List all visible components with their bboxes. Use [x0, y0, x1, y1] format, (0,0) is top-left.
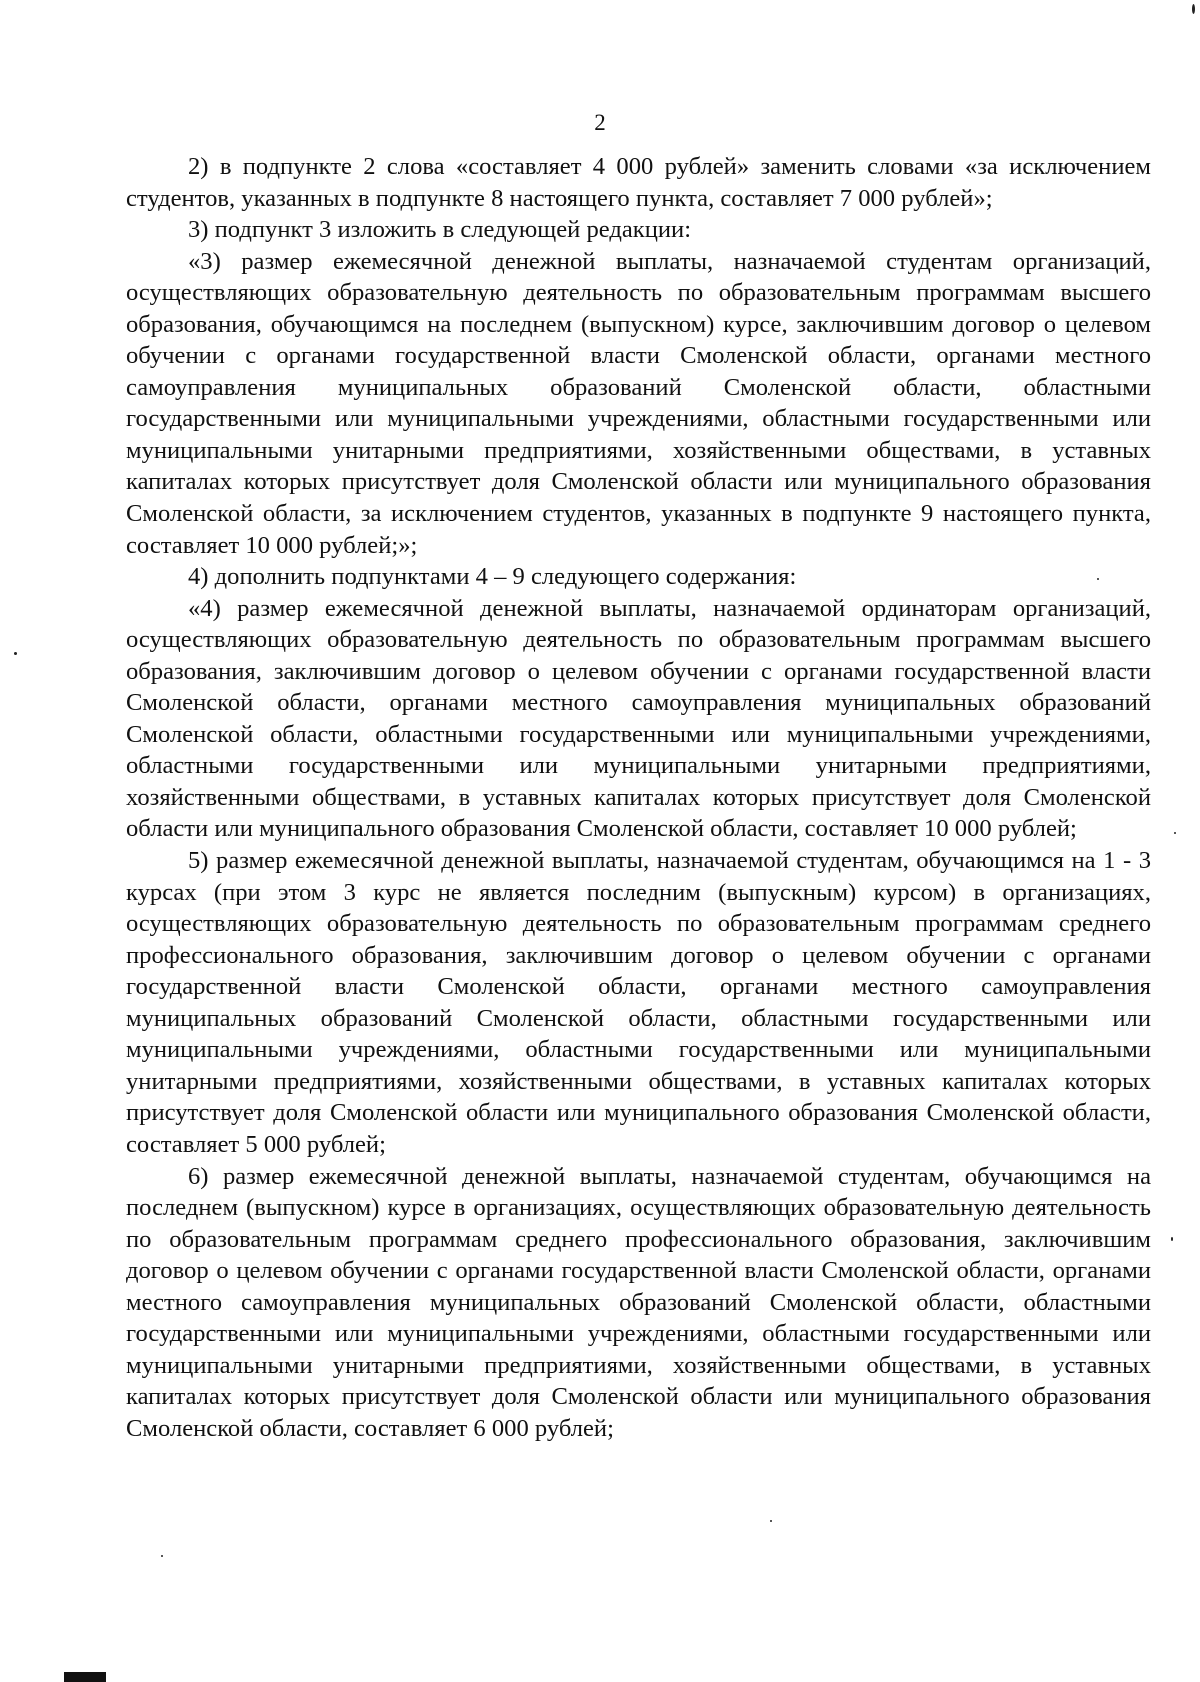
page-number: 2	[594, 110, 606, 135]
paragraph-amendment-4: 4) дополнить подпунктами 4 – 9 следующего содержания:	[188, 563, 797, 591]
scan-speck	[1171, 1237, 1173, 1241]
scan-speck	[1097, 578, 1099, 580]
document-body	[126, 151, 1151, 1444]
paragraph-subitem-6-text: 6) размер ежемесячной денежной выплаты, назначаемой студентам, обучающимся на последнем (выпускном) курсе в организациях, осуществляющих образовательную деятельность по образовательным программам среднего профессионального образования, заключившим договор о целевом обучении с органами государственной власти Смоленской области, органами местного самоуправления муниципальных образований Смоленской области, областными государственными или муниципальными учреждениями, областными государственными или муниципальными унитарными предприятиями, хозяйственными обществами, в уставных капиталах которых присутствует доля Смоленской области или муниципального образования Смоленской области, составляет 6 000 рублей;	[126, 1162, 1151, 1442]
paragraph-amendment-2: 2) в подпункте 2 слова «составляет 4 000 рублей» заменить словами «за исключением студентов, указанных в подпункте 8 настоящего пункта, составляет 7 000 рублей»;	[126, 153, 1151, 212]
paragraph-subitem-4-text: «4) размер ежемесячной денежной выплаты, назначаемой ординаторам организаций, осуществляющих образовательную деятельность по образовательным программам высшего образования, заключившим договор о целевом обучении с органами государственной власти Смоленской области, органами местного самоуправления муниципальных образований Смоленской области, областными государственными или муниципальными учреждениями, областными государственными или муниципальными унитарными предприятиями, хозяйственными обществами, в уставных капиталах которых присутствует доля Смоленской области или муниципального образования Смоленской области, составляет 10 000 рублей;	[126, 594, 1151, 843]
scan-speck	[1192, 4, 1195, 14]
scan-speck	[14, 652, 17, 655]
paragraph-subitem-3-text: «3) размер ежемесячной денежной выплаты, назначаемой студентам организаций, осуществляющих образовательную деятельность по образовательным программам высшего образования, обучающимся на последнем (выпускном) курсе, заключившим договор о целевом обучении с органами государственной власти Смоленской области, органами местного самоуправления муниципальных образований Смоленской области, областными государственными или муниципальными учреждениями, областными государственными или муниципальными унитарными предприятиями, хозяйственными обществами, в уставных капиталах которых присутствует доля Смоленской области или муниципального образования Смоленской области, за исключением студентов, указанных в подпункте 9 настоящего пункта, составляет 10 000 рублей;»;	[126, 247, 1151, 559]
scan-edge-mark	[64, 1672, 106, 1682]
paragraph-subitem-5-text: 5) размер ежемесячной денежной выплаты, назначаемой студентам, обучающимся на 1 - 3 курсах (при этом 3 курс не является последним (выпускным) курсом) в организациях, осуществляющих образовательную деятельность по образовательным программам среднего профессионального образования, заключившим договор о целевом обучении с органами государственной власти Смоленской области, органами местного самоуправления муниципальных образований Смоленской области, областными государственными или муниципальными учреждениями, областными государственными или муниципальными унитарными предприятиями, хозяйственными обществами, в уставных капиталах которых присутствует доля Смоленской области или муниципального образования Смоленской области, составляет 5 000 рублей;	[126, 847, 1151, 1158]
scan-speck	[1174, 832, 1176, 834]
scan-speck	[161, 1555, 163, 1557]
scan-speck	[770, 1520, 772, 1522]
paragraph-amendment-3: 3) подпункт 3 изложить в следующей редакции:	[188, 216, 692, 244]
